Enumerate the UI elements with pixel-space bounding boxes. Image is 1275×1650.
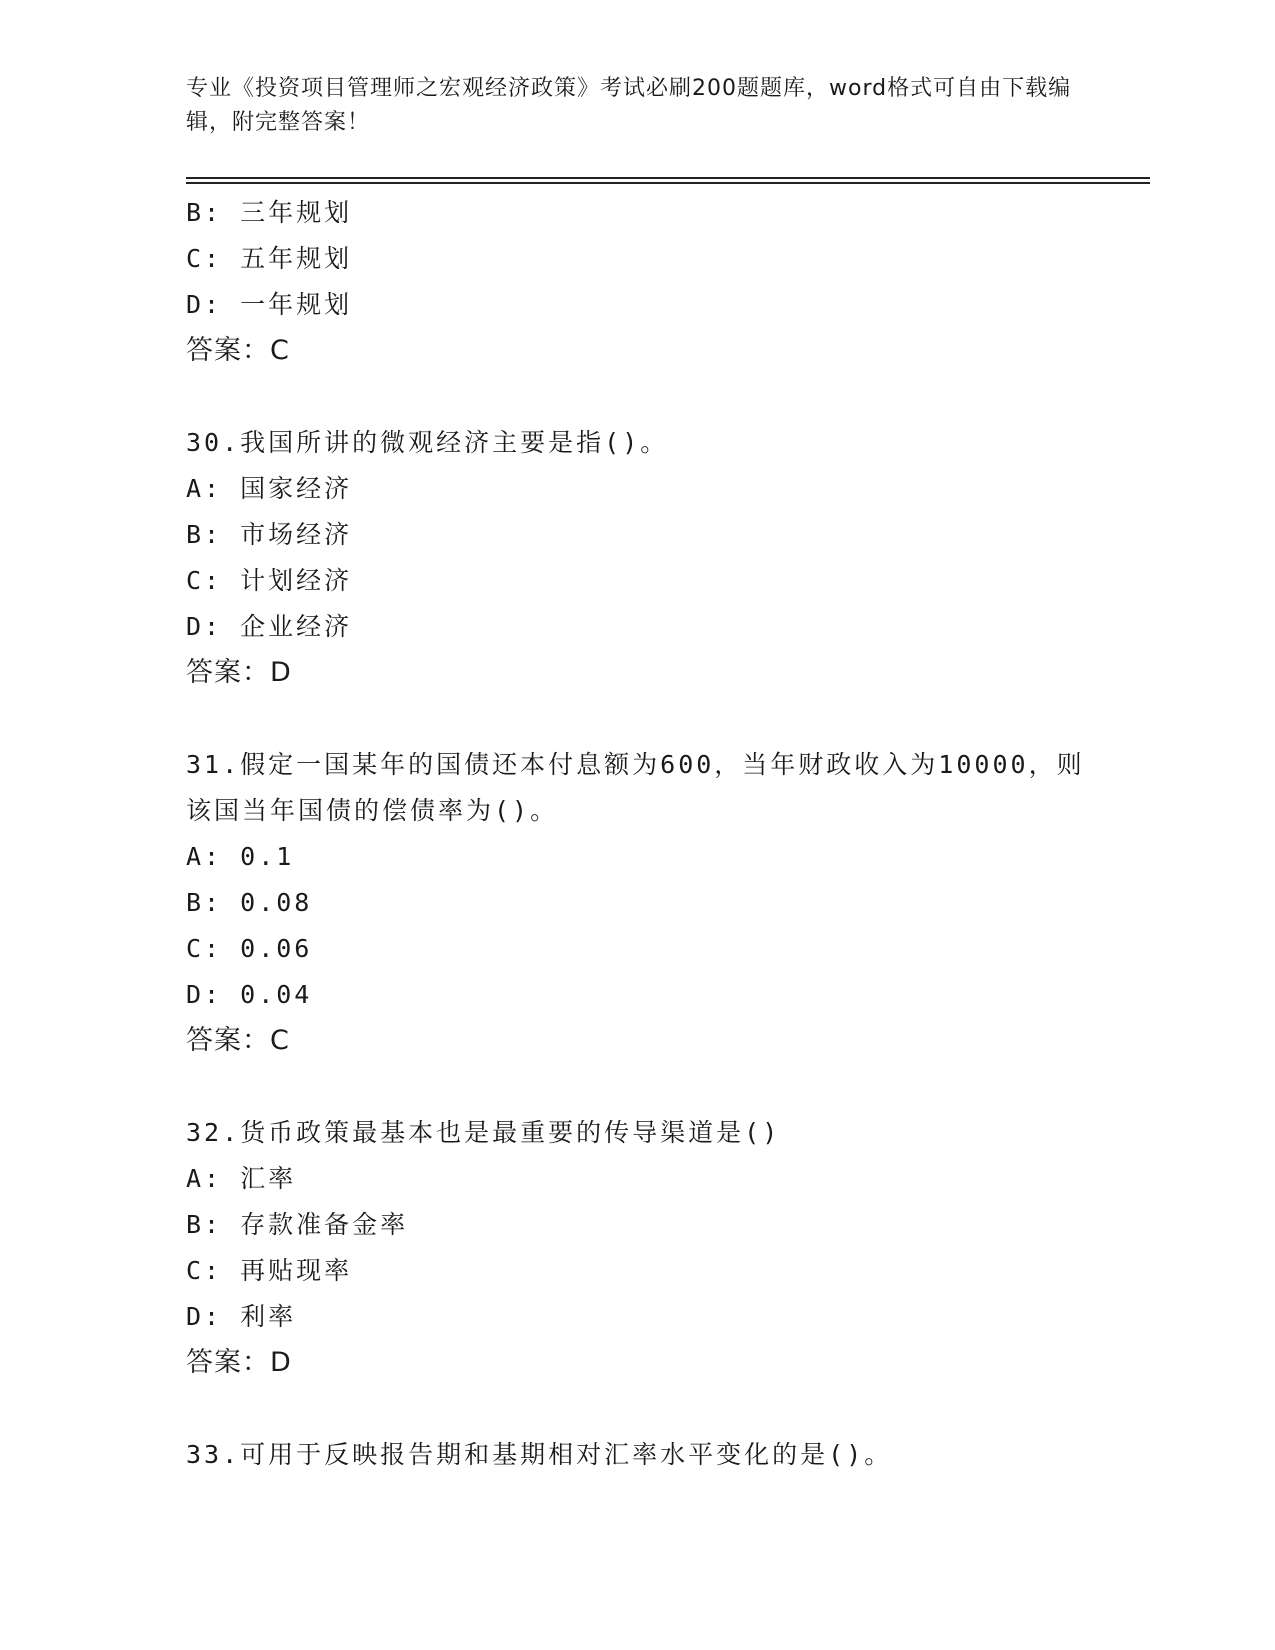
- question-block: [186, 742, 1086, 1064]
- question-block: [186, 1432, 1086, 1478]
- question-list: [186, 190, 1086, 1478]
- option-c: C: 再贴现率: [186, 1256, 353, 1285]
- option-b: B: 市场经济: [186, 520, 353, 549]
- spacer: [186, 374, 1086, 420]
- question-block: [186, 1110, 1086, 1386]
- option-b: B: 三年规划: [186, 198, 353, 227]
- answer-line: 答案：D: [186, 657, 292, 688]
- option-b: B: 存款准备金率: [186, 1210, 409, 1239]
- option-d: D: 企业经济: [186, 612, 353, 641]
- spacer: [186, 1386, 1086, 1432]
- option-b: B: 0.08: [186, 888, 313, 917]
- question-block: [186, 420, 1086, 696]
- document-header: 专业《投资项目管理师之宏观经济政策》考试必刷200题题库，word格式可自由下载编辑，附完整答案！: [186, 76, 1072, 135]
- option-a: A: 0.1: [186, 842, 295, 871]
- answer-line: 答案：D: [186, 1347, 292, 1378]
- spacer: [186, 1064, 1086, 1110]
- option-d: D: 0.04: [186, 980, 313, 1009]
- option-c: C: 计划经济: [186, 566, 353, 595]
- header-divider-top: [186, 177, 1150, 179]
- spacer: [186, 696, 1086, 742]
- question-text: 31.假定一国某年的国债还本付息额为600，当年财政收入为10000，则该国当年国债的偿债率为()。: [186, 750, 1085, 825]
- answer-line: 答案：C: [186, 335, 290, 366]
- option-d: D: 利率: [186, 1302, 297, 1331]
- option-a: A: 国家经济: [186, 474, 353, 503]
- question-block-partial: [186, 190, 1086, 374]
- option-c: C: 0.06: [186, 934, 313, 963]
- answer-line: 答案：C: [186, 1025, 290, 1056]
- option-a: A: 汇率: [186, 1164, 297, 1193]
- question-text: 30.我国所讲的微观经济主要是指()。: [186, 428, 669, 457]
- header-divider-bottom: [186, 182, 1150, 184]
- option-c: C: 五年规划: [186, 244, 353, 273]
- question-text: 33.可用于反映报告期和基期相对汇率水平变化的是()。: [186, 1440, 893, 1469]
- option-d: D: 一年规划: [186, 290, 353, 319]
- question-text: 32.货币政策最基本也是最重要的传导渠道是(): [186, 1118, 781, 1147]
